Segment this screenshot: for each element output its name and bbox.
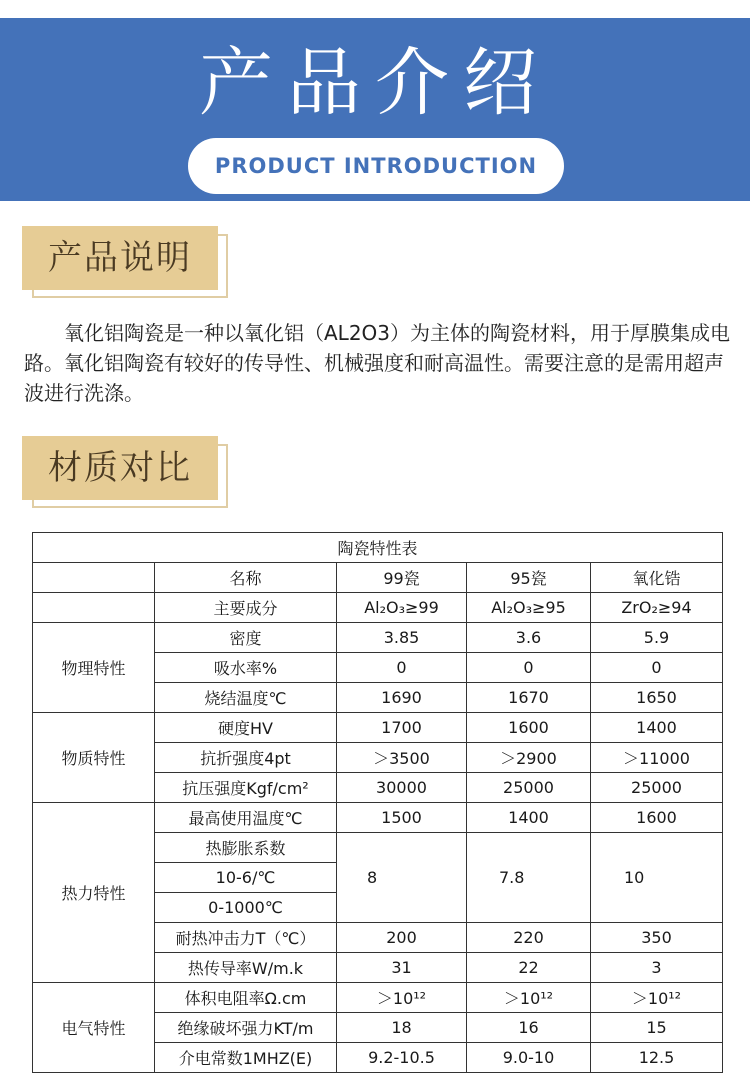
header-zirconia: 氧化锆 — [591, 563, 723, 593]
cell-value: ＞10¹² — [591, 983, 723, 1013]
row-label: 体积电阻率Ω.cm — [155, 983, 337, 1013]
cell-value: 0 — [591, 653, 723, 683]
section-heading-comparison — [22, 436, 218, 500]
heading-label: 产品说明 — [22, 226, 218, 290]
table-row — [33, 983, 723, 1013]
cell-value: 350 — [591, 923, 723, 953]
group-label-physical: 物理特性 — [33, 623, 155, 713]
cell-value: Al₂O₃≥95 — [467, 593, 591, 623]
header-95: 95瓷 — [467, 563, 591, 593]
table-caption: 陶瓷特性表 — [33, 533, 723, 563]
cell-value: ＞11000 — [591, 743, 723, 773]
row-label: 0-1000℃ — [155, 893, 337, 923]
page-title: 产品介绍 — [199, 40, 551, 126]
group-label-electrical: 电气特性 — [33, 983, 155, 1073]
table-header-row — [33, 563, 723, 593]
section-heading-description — [22, 226, 218, 290]
header-name: 名称 — [155, 563, 337, 593]
empty-cell — [33, 563, 155, 593]
product-description: 氧化铝陶瓷是一种以氧化铝（AL2O3）为主体的陶瓷材料，用于厚膜集成电路。氧化铝陶瓷有较好的传导性、机械强度和耐高温性。需要注意的是需用超声波进行洗涤。 — [24, 321, 731, 405]
row-label: 热膨胀系数 — [155, 833, 337, 863]
cell-value: 0 — [467, 653, 591, 683]
header-99: 99瓷 — [337, 563, 467, 593]
cell-value: 1650 — [591, 683, 723, 713]
cell-value: 9.2-10.5 — [337, 1043, 467, 1073]
row-label: 烧结温度℃ — [155, 683, 337, 713]
cell-value: 1600 — [591, 803, 723, 833]
cell-value: 30000 — [337, 773, 467, 803]
row-label: 抗折强度4pt — [155, 743, 337, 773]
cell-value: 3 — [591, 953, 723, 983]
cell-value: 3.6 — [467, 623, 591, 653]
cell-value: 200 — [337, 923, 467, 953]
cell-value: 220 — [467, 923, 591, 953]
cell-value: 10 — [591, 833, 723, 923]
cell-value: 1700 — [337, 713, 467, 743]
cell-value: 25000 — [467, 773, 591, 803]
cell-value: ＞10¹² — [337, 983, 467, 1013]
table-caption-row — [33, 533, 723, 563]
table-row — [33, 713, 723, 743]
group-label-thermal: 热力特性 — [33, 803, 155, 983]
cell-value: ＞3500 — [337, 743, 467, 773]
table-row — [33, 593, 723, 623]
cell-value: 9.0-10 — [467, 1043, 591, 1073]
cell-value: 12.5 — [591, 1043, 723, 1073]
cell-value: 1690 — [337, 683, 467, 713]
cell-value: 31 — [337, 953, 467, 983]
header-banner — [0, 18, 750, 201]
cell-value: ＞2900 — [467, 743, 591, 773]
row-label: 抗压强度Kgf/cm² — [155, 773, 337, 803]
row-label: 硬度HV — [155, 713, 337, 743]
row-label: 介电常数1MHZ(E) — [155, 1043, 337, 1073]
row-label: 吸水率% — [155, 653, 337, 683]
cell-value: 3.85 — [337, 623, 467, 653]
cell-value: 16 — [467, 1013, 591, 1043]
empty-cell — [33, 593, 155, 623]
cell-value: 8 — [337, 833, 467, 923]
ceramic-properties-table — [32, 532, 723, 1073]
cell-value: 1600 — [467, 713, 591, 743]
cell-value: ZrO₂≥94 — [591, 593, 723, 623]
cell-value: 1400 — [467, 803, 591, 833]
cell-value: 22 — [467, 953, 591, 983]
cell-value: 7.8 — [467, 833, 591, 923]
row-label: 主要成分 — [155, 593, 337, 623]
table-row — [33, 623, 723, 653]
table-row — [33, 803, 723, 833]
row-label: 热传导率W/m.k — [155, 953, 337, 983]
row-label: 耐热冲击力T（℃） — [155, 923, 337, 953]
cell-value: ＞10¹² — [467, 983, 591, 1013]
row-label: 绝缘破坏强力KT/m — [155, 1013, 337, 1043]
row-label: 密度 — [155, 623, 337, 653]
cell-value: 1500 — [337, 803, 467, 833]
row-label: 10-6/℃ — [155, 863, 337, 893]
group-label-material: 物质特性 — [33, 713, 155, 803]
cell-value: 5.9 — [591, 623, 723, 653]
heading-label: 材质对比 — [22, 436, 218, 500]
cell-value: Al₂O₃≥99 — [337, 593, 467, 623]
cell-value: 1670 — [467, 683, 591, 713]
cell-value: 0 — [337, 653, 467, 683]
cell-value: 15 — [591, 1013, 723, 1043]
cell-value: 18 — [337, 1013, 467, 1043]
cell-value: 25000 — [591, 773, 723, 803]
row-label: 最高使用温度℃ — [155, 803, 337, 833]
page-subtitle: PRODUCT INTRODUCTION — [188, 138, 564, 194]
cell-value: 1400 — [591, 713, 723, 743]
